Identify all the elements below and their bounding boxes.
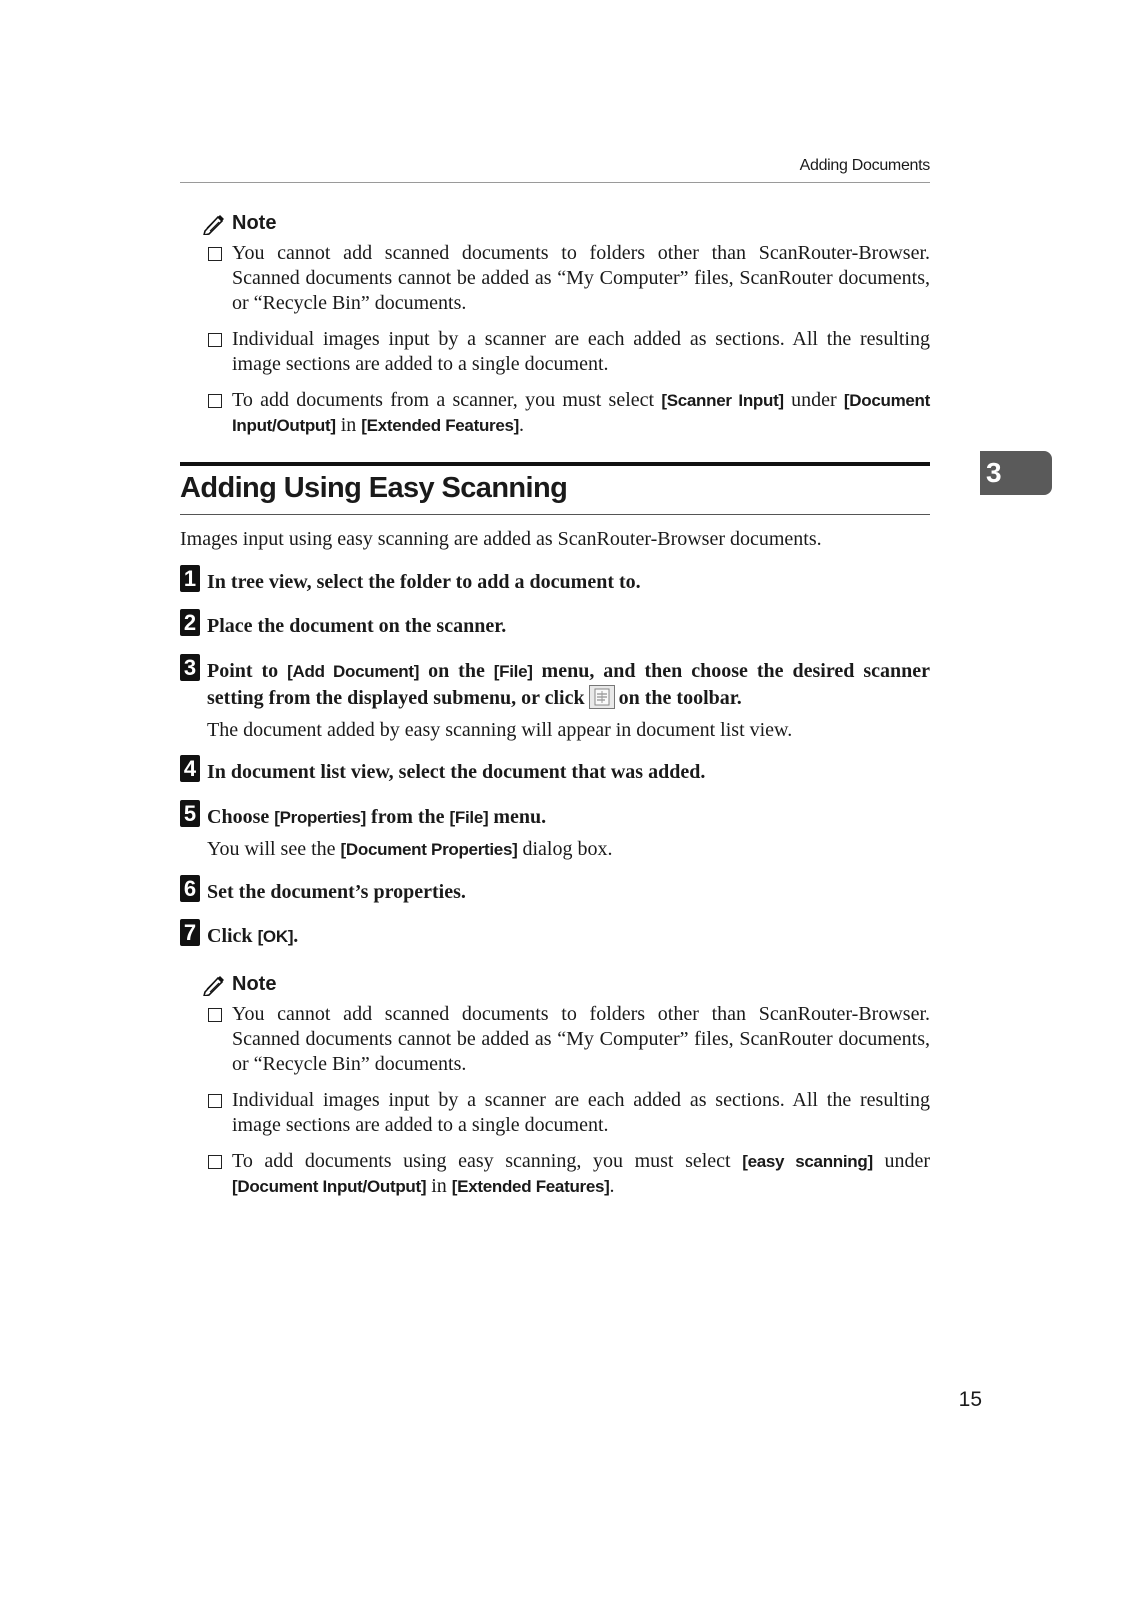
note-item [208,1088,930,1138]
page-number: 15 [958,1388,982,1411]
ui-label: [Document Input/Output] [232,391,930,435]
ui-label: [OK] [257,927,294,946]
step-text: In tree view, select the folder to add a document to. [207,571,641,593]
step-result: You will see the [Document Properties] dialog box. [207,838,613,860]
header-rule [180,182,930,183]
ui-label: [Add Document] [287,662,420,681]
chapter-tab: 3 [980,451,1052,495]
checkbox-bullet-icon [208,1094,222,1108]
note-item [208,327,930,377]
step-text: Click [OK]. [207,925,299,947]
step-number: 4 [180,755,200,782]
checkbox-bullet-icon [208,1008,222,1022]
step-number: 1 [180,565,200,592]
note-item [208,388,930,438]
step-result: The document added by easy scanning will appear in document list view. [207,719,793,741]
ui-label: [File] [449,808,489,827]
step-number: 6 [180,875,200,902]
note-item [208,1002,930,1077]
checkbox-bullet-icon [208,247,222,261]
step-text: Place the document on the scanner. [207,615,507,637]
note-text: To add documents from a scanner, you must select [Scanner Input] under [Document Input/Output] in [Extended Features]. [232,389,930,436]
step-number: 7 [180,919,200,946]
running-header: Adding Documents [799,157,930,174]
step-text: Point to [Add Document] on the [File] menu, and then choose the desired scanner setting from the displayed submenu, or click on the toolbar. [207,660,930,709]
ui-label: [Extended Features] [361,416,520,435]
section-rule [180,462,930,466]
note-text: You cannot add scanned documents to folders other than ScanRouter-Browser. Scanned documents cannot be added as “My Computer” files, ScanRouter documents, or “Recycle Bin” documents. [232,242,930,314]
note-text: To add documents using easy scanning, you must select [easy scanning] under [Document Input/Output] in [Extended Features]. [232,1150,930,1197]
step-number: 5 [180,800,200,827]
scanner-toolbar-icon [589,685,615,709]
step-text: In document list view, select the document that was added. [207,761,706,783]
step-text: Choose [Properties] from the [File] menu. [207,806,547,828]
step-text: Set the document’s properties. [207,881,466,903]
pencil-note-icon [202,974,226,996]
note-text: You cannot add scanned documents to folders other than ScanRouter-Browser. Scanned documents cannot be added as “My Computer” files, ScanRouter documents, or “Recycle Bin” documents. [232,1003,930,1075]
ui-label: [File] [493,662,533,681]
step-number: 2 [180,609,200,636]
ui-label: [easy scanning] [742,1152,873,1171]
ui-label: [Document Input/Output] [232,1177,427,1196]
ui-label: [Scanner Input] [661,391,784,410]
note-title: Note [232,212,277,234]
ui-label: [Document Properties] [340,840,518,859]
note-text: Individual images input by a scanner are each added as sections. All the resulting image sections are added to a single document. [232,328,930,375]
note-title: Note [232,973,277,995]
checkbox-bullet-icon [208,394,222,408]
section-title: Adding Using Easy Scanning [180,472,568,504]
ui-label: [Extended Features] [451,1177,610,1196]
ui-label: [Properties] [274,808,367,827]
intro-paragraph: Images input using easy scanning are added as ScanRouter-Browser documents. [180,528,822,550]
note-text: Individual images input by a scanner are each added as sections. All the resulting image sections are added to a single document. [232,1089,930,1136]
note-heading [202,212,276,235]
section-rule [180,514,930,515]
checkbox-bullet-icon [208,1155,222,1169]
note-item [208,1149,930,1199]
checkbox-bullet-icon [208,333,222,347]
step-number: 3 [180,654,200,681]
pencil-note-icon [202,213,226,235]
note-heading [202,973,276,996]
note-item [208,241,930,316]
